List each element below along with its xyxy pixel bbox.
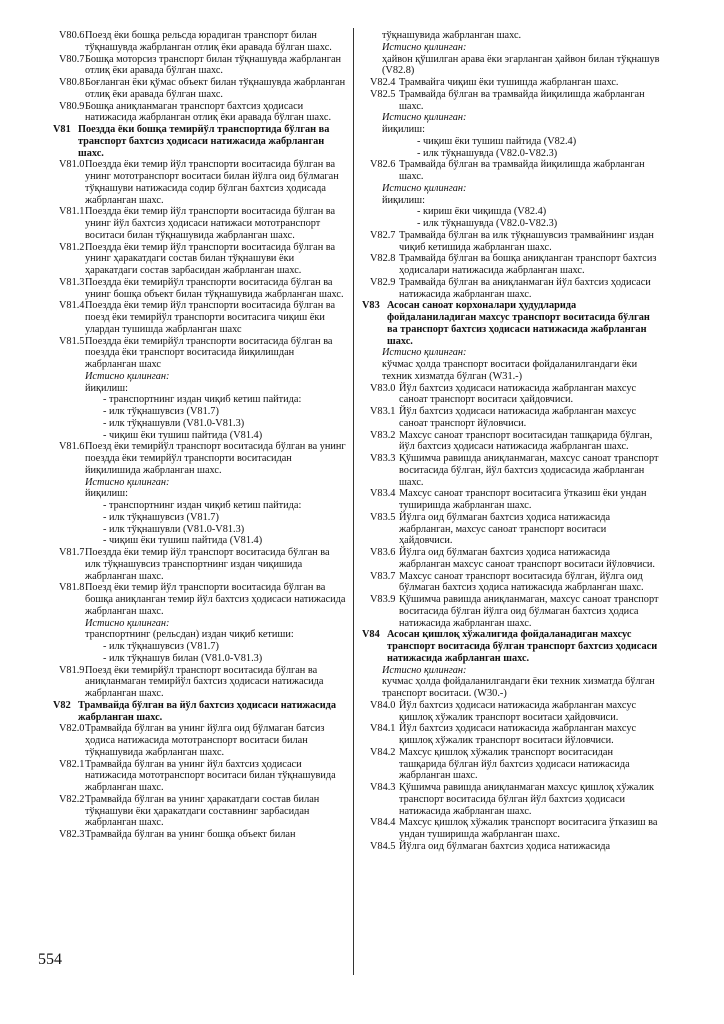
entry-text: Бошқа аниқланмаган транспорт бахтсиз ҳодисаси натижасида жабрланган отлиқ ёки аравада бўлган шахс. (85, 100, 332, 124)
entry-text: Йўл бахтсиз ҳодисаси натижасида жабрланган махсус қишлоқ хўжалик транспорт воситаси йўловчиси. (399, 723, 637, 746)
entry-code: V84.3 (370, 782, 396, 793)
exclusion-note: Истисно қилинган: (382, 347, 467, 359)
bullet-item: - чиқиш ёки тушиш пайтида (V82.4) (417, 135, 577, 147)
entry-code: V80.8 (59, 77, 85, 88)
text-line: йиқилиш: (382, 124, 425, 135)
code-entry (53, 794, 346, 829)
entry-code: V84.4 (370, 817, 396, 829)
entry-text: Поездда ёки темирйўл транспорти воситасида бўлган ва унинг бошқа объект билан тўқнашувида жабрланган шахс. (85, 276, 344, 300)
entry-text: Махсус қишлоқ хўжалик транспорт воситасидан ташқарида бўлган йўл бахтсиз ҳодисаси натижасида жабрланган шахс. (399, 746, 630, 782)
entry-code: V82.3 (59, 829, 85, 840)
entry-text: Поезд ёки темирйўл транспорт воситасида бўлган ва унинг поездда ёки темирйўл транспорти воситасидан йиқилишида жабрланган шахс. (85, 441, 346, 476)
entry-code: V83.0 (370, 382, 396, 394)
code-entry (53, 54, 346, 78)
entry-code: V81.6 (59, 441, 85, 453)
entry-code: V82.8 (370, 253, 396, 265)
code-entry (53, 300, 346, 335)
bullet-item: - илк тўқнашувсиз (V81.7) (103, 511, 219, 523)
entry-text: Поездда ёки темир йўл транспорти воситасида бўлган ва поезд ёки темирйўл транспорти воситасига чиқиш ёки улардан тушишда жабрланган шахс (85, 300, 336, 335)
text-line: тўқнашувида жабрланган шахс. (382, 30, 522, 41)
entry-text: Трамвайда бўлган ва трамвайда йиқилишда жабрланган шахс. (399, 159, 645, 182)
entry-text: Трамвайда бўлган ва бошқа аниқланган транспорт бахтсиз ҳодисалари натижасида жабрланган шахс. (399, 253, 657, 276)
entry-text: Поездда ёки темир йўл транспорт воситасида бўлган ва илк тўқнашувсиз транспортнинг издан чиқишида жабрланган шахс. (85, 547, 330, 582)
entry-code: V82.9 (370, 276, 396, 288)
entry-code: V83.9 (370, 594, 396, 605)
entry-text: Поезд ёки бошқа рельсда юрадиган транспорт билан тўқнашувда жабрланган отлиқ ёки аравада бўлган шахс. (85, 30, 332, 53)
entry-code: V81.5 (59, 335, 85, 347)
entry-text: Трамвайда бўлган ва йўл бахтсиз ҳодисаси натижасида жабрланган шахс. (78, 699, 336, 723)
code-entry (53, 829, 346, 841)
code-entry (362, 430, 662, 454)
entry-code: V81.0 (59, 159, 85, 171)
code-entry (362, 406, 662, 430)
code-entry (53, 77, 346, 101)
entry-code: V82.1 (59, 758, 85, 770)
text-line: ҳайвон қўшилган арава ёки эгарланган ҳайвон билан тўқнашув (V82.8) (382, 53, 660, 77)
bullet-item: - илк тўқнашувда (V82.0-V82.3) (417, 147, 558, 159)
bullet-item: - илк тўқнашувсиз (V81.7) (103, 641, 219, 652)
entry-code: V83 (362, 300, 380, 312)
code-entry (53, 101, 346, 125)
text-line: йиқилиш: (85, 382, 128, 394)
code-entry (362, 159, 662, 183)
entry-code: V82.4 (370, 77, 396, 88)
entry-code: V83.7 (370, 570, 396, 582)
code-entry (53, 441, 346, 476)
entry-text: Трамвайда бўлган ва аниқланмаган йўл бахтсиз ҳодисаси натижасида жабрланган шахс. (399, 276, 651, 300)
code-entry (362, 747, 662, 782)
entry-text: Бошқа моторсиз транспорт билан тўқнашувда жабрланган отлиқ ёки аравада бўлган шахс. (85, 53, 342, 77)
code-entry (362, 547, 662, 571)
code-entry (53, 277, 346, 301)
entry-code: V83.6 (370, 547, 396, 558)
text-line: кучмас ҳолда фойдаланилгандаги ёки техник хизматда бўлган транспорт воситаси. (W30.-) (382, 676, 655, 699)
column-divider (353, 28, 354, 975)
text-line: кўчмас ҳолда транспорт воситаси фойдаланилгандаги ёки техник хизматда бўлган (W31.-) (382, 359, 638, 382)
left-column (53, 30, 346, 841)
code-entry (362, 277, 662, 301)
entry-text: Йўл бахтсиз ҳодисаси натижасида жабрланган махсус саноат транспорт йўловчиси. (399, 406, 637, 429)
exclusion-note: Истисно қилинган: (382, 664, 467, 676)
entry-text: Трамвайда бўлган ва унинг йўлга оид бўлмаган батсиз ҳодиса натижасида мототранспорт воситаси билан тўқнашувида жабрланган шахс. (85, 723, 325, 758)
exclusion-note: Истисно қилинган: (382, 112, 467, 124)
entry-code: V82 (53, 699, 71, 711)
entry-code: V84.0 (370, 699, 396, 711)
code-entry (53, 159, 346, 206)
entry-text: Поездда ёки темир йўл транспорти воситасида бўлган ва унинг йўл бахтсиз ҳодисаси натижаси мототранспорт воситаси билан тўқнашувида жабрланган шахс. (85, 206, 336, 241)
code-entry (53, 759, 346, 794)
page-number: 554 (38, 951, 62, 968)
entry-code: V82.2 (59, 793, 85, 805)
entry-code: V80.7 (59, 53, 85, 65)
entry-text: Махсус саноат транспорт воситасига ўтказиш ёки ундан туширишда жабрланган шахс. (399, 488, 647, 511)
code-entry (53, 242, 346, 277)
text-line: йиқилиш: (85, 488, 128, 500)
code-entry (362, 253, 662, 277)
code-entry (362, 488, 662, 512)
bullet-item: - чиқиш ёки тушиш пайтида (V81.4) (103, 535, 263, 547)
code-entry (362, 700, 662, 724)
entry-code: V84.5 (370, 840, 396, 852)
entry-text: Поезд ёки темир йўл транспорти воситасида бўлган ва бошқа аниқланган темир йўл бахтсиз ҳодисаси натижасида жабрланган шахс. (85, 582, 346, 617)
entry-text: Поезд ёки темирйўл транспорт воситасида бўлган ва аниқланмаган темирйўл бахтсиз ҳодисаси натижасида жабрланган шахс. (85, 664, 324, 699)
entry-code: V84.1 (370, 723, 396, 735)
entry-text: Йўлга оид бўлмаган бахтсиз ҳодиса натижасида жабрланган, махсус саноат транспорт воситаси ҳайдовчиси. (399, 511, 611, 547)
code-entry (362, 77, 662, 89)
entry-text: Трамвайда бўлган ва трамвайда йиқилишда жабрланган шахс. (399, 88, 645, 112)
entry-text: Махсус саноат транспорт воситасида бўлган, йўлга оид бўлмаган бахтсиз ҳодиса натижасида жабрланган шахс. (399, 570, 644, 594)
code-entry (362, 230, 662, 254)
entry-text: Трамвайда бўлган ва унинг ҳаракатдаги состав билан тўқнашуви ёки ҳаракатдаги составнинг зарбасидан жабрланган шахс. (85, 793, 320, 829)
code-entry (53, 665, 346, 700)
exclusion-note: Истисно қилинган: (85, 370, 170, 382)
code-entry (53, 582, 346, 617)
entry-text: Йўлга оид бўлмаган бахтсиз ҳодиса натижасида (399, 840, 611, 852)
text-line: йиқилиш: (382, 194, 425, 206)
entry-text: Йўл бахтсиз ҳодисаси натижасида жабрланган махсус саноат транспорт воситаси ҳайдовчиси. (399, 382, 637, 406)
entry-code: V82.5 (370, 88, 396, 100)
bullet-item: - илк тўқнашув билан (V81.0-V81.3) (103, 652, 263, 664)
entry-code: V83.2 (370, 429, 396, 441)
entry-text: Трамвайга чиқиш ёки тушишда жабрланган шахс. (399, 77, 619, 88)
code-entry (362, 453, 662, 488)
entry-code: V81 (53, 124, 71, 135)
entry-code: V81.4 (59, 300, 85, 312)
entry-code: V83.4 (370, 488, 396, 500)
section-heading (53, 700, 346, 724)
bullet-item: - чиқиш ёки тушиш пайтида (V81.4) (103, 429, 263, 441)
entry-code: V81.9 (59, 664, 85, 676)
entry-code: V82.7 (370, 229, 396, 241)
entry-code: V81.1 (59, 206, 85, 218)
exclusion-note: Истисно қилинган: (382, 182, 467, 194)
bullet-item: - илк тўқнашувда (V82.0-V82.3) (417, 218, 558, 229)
code-entry (362, 723, 662, 747)
section-heading (53, 124, 346, 159)
entry-text: Махсус саноат транспорт воситасидан ташқарида бўлган, йўл бахтсиз ҳодисаси натижасида жабрланган шахс. (399, 429, 653, 453)
bullet-item: - транспортнинг издан чиқиб кетиш пайтида: (103, 500, 302, 511)
entry-code: V83.3 (370, 453, 396, 464)
code-entry (362, 89, 662, 113)
code-entry (362, 383, 662, 407)
entry-code: V80.9 (59, 100, 85, 112)
entry-text: Қўшимча равишда аниқланмаган, махсус саноат транспорт воситасида бўлган йўлга оид бўлмаган бахтсиз ҳодиса натижасида жабрланган шахс. (399, 594, 659, 629)
code-entry (53, 723, 346, 758)
right-column (362, 30, 662, 853)
bullet-item: - кириш ёки чиқишда (V82.4) (417, 206, 547, 218)
entry-code: V80.6 (59, 30, 85, 41)
code-entry (53, 336, 346, 371)
entry-code: V81.8 (59, 582, 85, 594)
code-entry (53, 206, 346, 241)
entry-code: V81.7 (59, 547, 85, 558)
bullet-item: - илк тўқнашувли (V81.0-V81.3) (103, 417, 245, 429)
entry-text: Асосан саноат корхоналари ҳудудларида фойдаланиладиган махсус транспорт воситасида бўлган ва транспорт бахтсиз ҳодисаси натижасида жабрланган шахс. (387, 300, 650, 347)
exclusion-note: Истисно қилинган: (382, 41, 467, 53)
entry-text: Трамвайда бўлган ва унинг бошқа объект билан (85, 829, 296, 840)
section-heading (362, 629, 662, 664)
entry-text: Қўшимча равишда аниқланмаган махсус қишлоқ хўжалик транспорт воситасида бўлган йўл бахтсиз ҳодисаси натижасида жабрланган шахс. (399, 782, 655, 817)
code-entry (362, 571, 662, 595)
exclusion-note: Истисно қилинган: (85, 617, 170, 629)
entry-text: Асосан қишлоқ хўжалигида фойдаланадиган махсус транспорт воситасида бўлган транспорт бахтсиз ҳодисаси натижасида жабрланган шахс. (387, 629, 658, 664)
code-entry (362, 841, 662, 853)
text-line: транспортнинг (рельсдан) издан чиқиб кетиши: (85, 629, 294, 641)
entry-text: Йўл бахтсиз ҳодисаси натижасида жабрланган махсус қишлоқ хўжалик транспорт воситаси ҳайдовчиси. (399, 699, 637, 723)
entry-text: Қўшимча равишда аниқланмаган, махсус саноат транспорт воситасида бўлган, йўл бахтсиз ҳодисасида жабрланган шахс. (399, 453, 659, 488)
entry-code: V81.2 (59, 241, 85, 253)
entry-code: V82.6 (370, 159, 396, 171)
entry-code: V83.1 (370, 406, 396, 417)
section-heading (362, 300, 662, 347)
bullet-item: - илк тўқнашувли (V81.0-V81.3) (103, 523, 245, 535)
code-entry (362, 782, 662, 817)
entry-text: Трамвайда бўлган ва унинг йўл бахтсиз ҳодисаси натижасида мототранспорт воситаси билан тўқнашувида жабрланган шахс. (85, 758, 336, 793)
entry-code: V81.3 (59, 276, 85, 288)
code-entry (362, 512, 662, 547)
entry-text: Трамвайда бўлган ва илк тўқнашувсиз трамвайнинг издан чиқиб кетишида жабрланган шахс. (399, 229, 654, 253)
entry-code: V84 (362, 629, 380, 641)
entry-text: Боғланган ёки қўмас объект билан тўқнашувда жабрланган отлиқ ёки аравада бўлган шахс. (85, 77, 346, 100)
code-entry (53, 30, 346, 54)
entry-text: Поездда ёки темирйўл транспорти воситасида бўлган ва поездда ёки транспорт воситасида йиқилишдан жабрланган шахс (85, 335, 333, 370)
bullet-item: - транспортнинг издан чиқиб кетиш пайтида: (103, 394, 302, 406)
entry-text: Поездда ёки темир йўл транспорти воситасида бўлган ва унинг мототранспорт воситаси билан йўлга оид бўлмаган тўқнашуви натижасида содир бўлган бахтсиз ҳодисада жабрланган шахс. (85, 159, 339, 206)
entry-text: Махсус қишлоқ хўжалик транспорт воситасига ўтказиш ва ундан туширишда жабрланган шахс. (399, 817, 658, 840)
code-entry (362, 594, 662, 629)
entry-text: Йўлга оид бўлмаган бахтсиз ҳодиса натижасида жабрланган махсус саноат транспорт воситаси йўловчиси. (399, 547, 655, 570)
entry-code: V82.0 (59, 723, 85, 735)
code-entry (362, 817, 662, 841)
entry-code: V83.5 (370, 511, 396, 523)
exclusion-note: Истисно қилинган: (85, 476, 170, 488)
bullet-item: - илк тўқнашувсиз (V81.7) (103, 406, 219, 417)
entry-text: Поездда ёки темир йўл транспорти воситасида бўлган ва унинг ҳаракатдаги состав билан тўқнашуви ёки ҳаракатдаги состав зарбасидан жабрланган шахс. (85, 241, 336, 276)
entry-text: Поездда ёки бошқа темирйўл транспортида бўлган ва транспорт бахтсиз ҳодисаси натижасида жабрланган шахс. (78, 124, 330, 159)
entry-code: V84.2 (370, 746, 396, 758)
code-entry (53, 547, 346, 582)
